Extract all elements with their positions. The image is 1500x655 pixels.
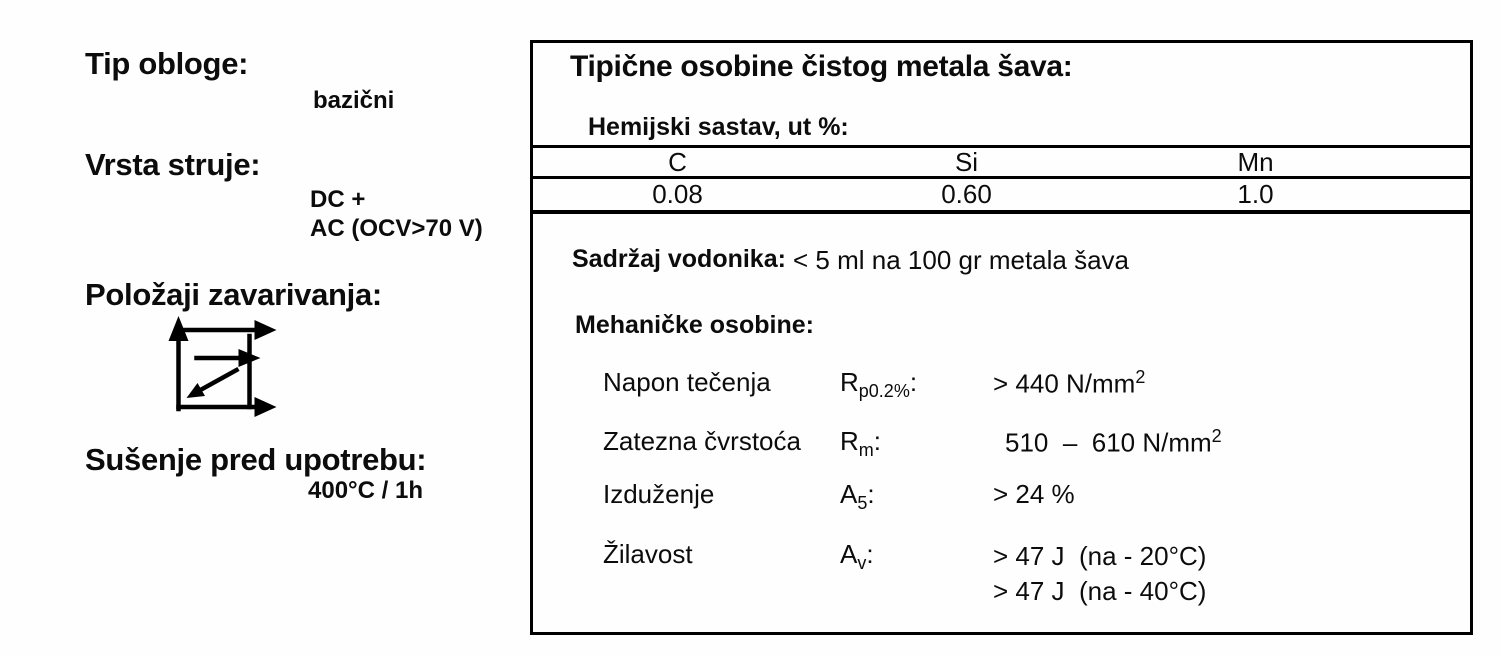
chemical-composition-label: Hemijski sastav, ut %: — [588, 113, 849, 141]
hydrogen-content-row — [533, 245, 1470, 279]
current-type-value-line2: AC (OCV>70 V) — [310, 215, 483, 242]
hydrogen-content-label: Sadržaj vodonika: — [572, 245, 786, 273]
chem-value-row — [533, 176, 1470, 214]
chem-value-si: 0.60 — [941, 179, 992, 209]
mech-name: Zatezna čvrstoća — [603, 426, 801, 456]
drying-value: 400°C / 1h — [308, 477, 423, 504]
mech-symbol: $R_{p0.2\%}$: — [840, 367, 918, 402]
box-title: Tipične osobine čistog metala šava: — [570, 50, 1073, 83]
chem-header-c: C — [668, 147, 687, 177]
hydrogen-content-value: < 5 ml na 100 gr metala šava — [793, 245, 1130, 275]
mech-name: Izduženje — [603, 479, 715, 509]
welding-positions-label: Položaji zavarivanja: — [85, 277, 382, 312]
mech-value: > 440 $N/mm^2$ — [993, 367, 1146, 399]
mech-symbol: $A_v$: — [840, 539, 874, 574]
mech-value-line2: > 47 J (na - 40°C) — [993, 576, 1207, 606]
mech-row-tensile — [533, 426, 1470, 466]
chem-value-c: 0.08 — [652, 179, 703, 209]
mech-symbol: $A_5$: — [840, 479, 875, 514]
current-type-label: Vrsta struje: — [85, 147, 261, 182]
chem-header-row — [533, 145, 1470, 176]
chem-header-mn: Mn — [1237, 147, 1274, 177]
chem-value-mn: 1.0 — [1237, 179, 1274, 209]
mech-name: Žilavost — [603, 539, 693, 569]
mechanical-properties-label: Mehaničke osobine: — [575, 311, 814, 339]
mech-value — [993, 539, 1206, 609]
mech-value: > 24 % — [993, 479, 1075, 509]
chemical-composition-table — [533, 145, 1470, 214]
mech-row-yield — [533, 367, 1470, 407]
mech-symbol: $R_m$: — [840, 426, 882, 461]
properties-box — [530, 40, 1473, 635]
mech-row-elongation — [533, 479, 1470, 519]
chem-header-si: Si — [954, 147, 979, 177]
welding-positions-icon — [156, 310, 282, 425]
drying-label: Sušenje pred upotrebu: — [85, 442, 427, 477]
mech-value: 510 – 610 $N/mm^2$ — [1005, 426, 1222, 458]
mech-value-line1: > 47 J (na - 20°C) — [993, 541, 1207, 571]
mech-row-toughness — [533, 539, 1470, 614]
coating-type-value: bazični — [313, 87, 395, 114]
coating-type-label: Tip obloge: — [85, 46, 249, 81]
current-type-value-line1: DC + — [310, 186, 366, 213]
mech-name: Napon tečenja — [603, 367, 771, 397]
